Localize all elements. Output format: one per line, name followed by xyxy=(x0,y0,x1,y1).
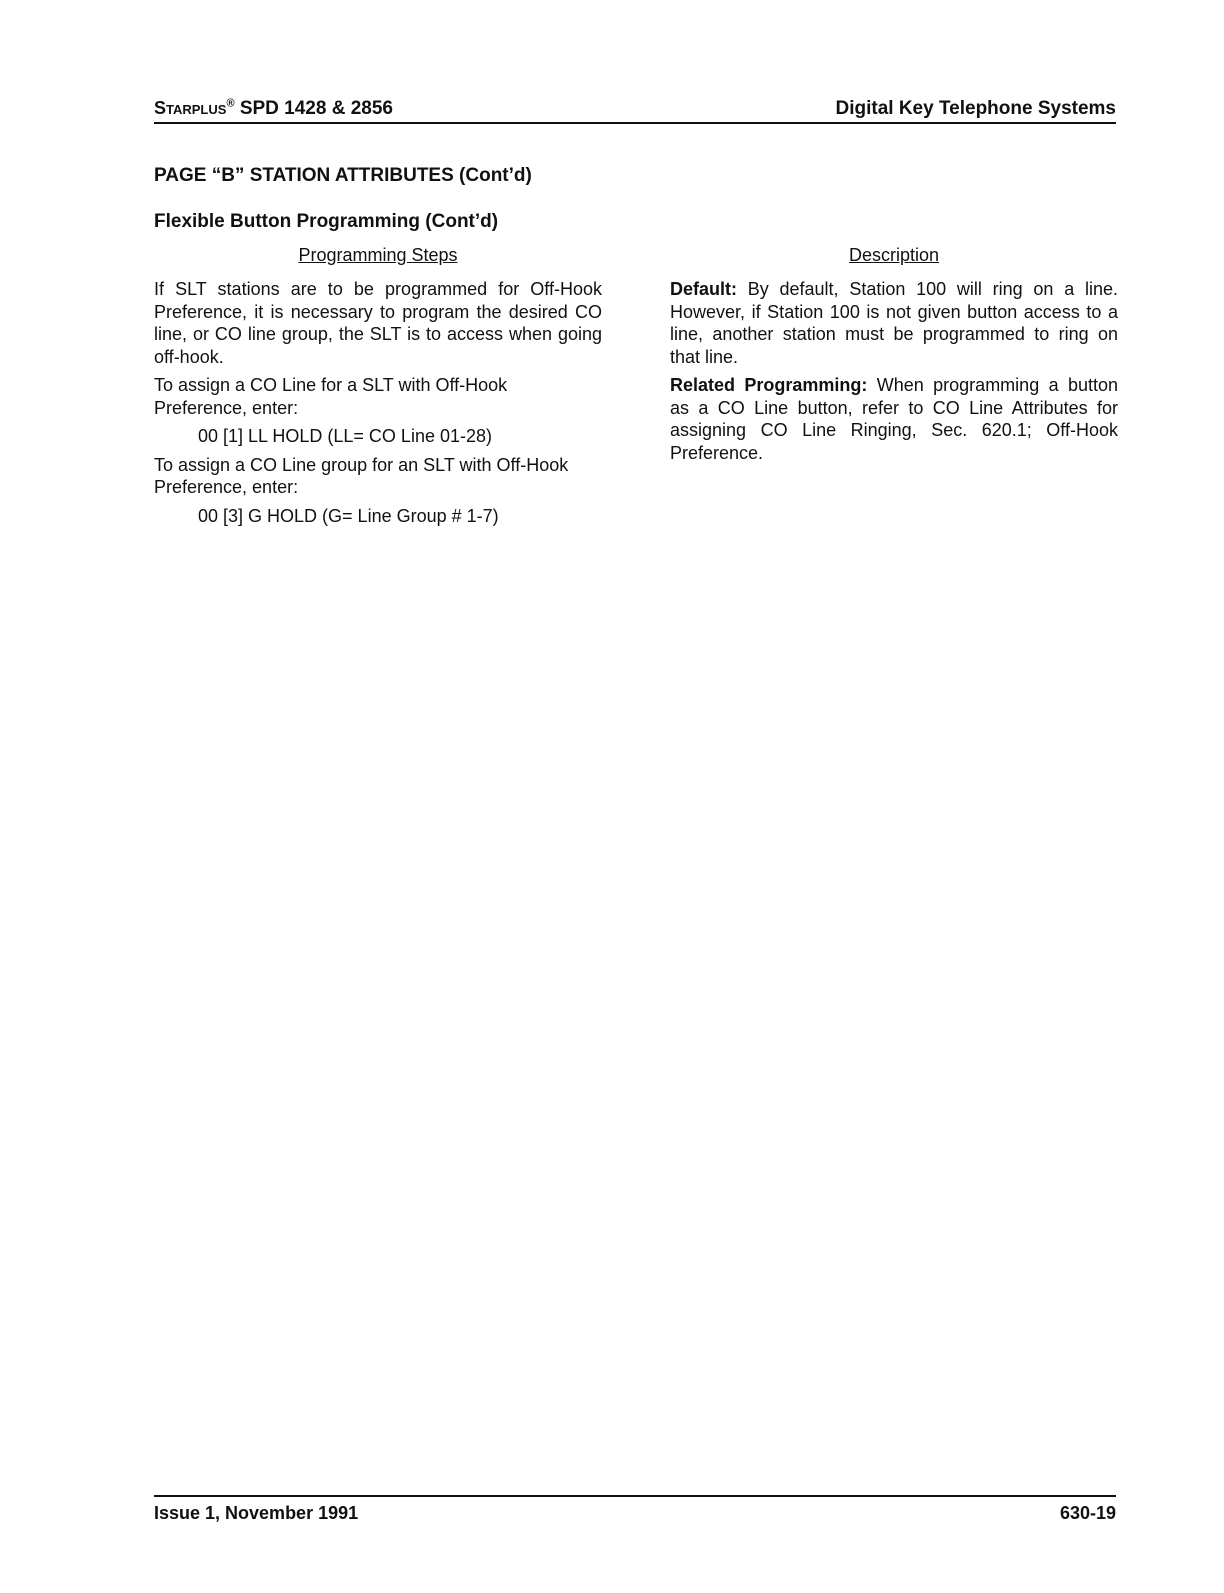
default-text: By default, Station 100 will ring on a line. However, if Station 100 is not given button access to a line, another station must be programmed to ring on that line. xyxy=(670,279,1118,367)
off-hook-intro-paragraph: If SLT stations are to be programmed for Off-Hook Preference, it is necessary to program the desired CO line, or CO line group, the SLT is to access when going off-hook. xyxy=(154,279,602,367)
subsection-title: Flexible Button Programming (Cont’d) xyxy=(154,211,499,232)
related-programming-text: When programming a button as a CO Line button, refer to CO Line Attributes for assigning CO Line Ringing, Sec. 620.1; Off-Hook Preference. xyxy=(670,375,1118,463)
programming-steps-heading: Programming Steps xyxy=(298,245,458,265)
related-programming-label: Related Programming: xyxy=(670,375,868,395)
header-document-type: Digital Key Telephone Systems xyxy=(835,98,1116,119)
programming-steps-column xyxy=(154,244,602,533)
header-product-name xyxy=(154,98,393,120)
assign-co-line-paragraph: To assign a CO Line for a SLT with Off-Hook Preference, enter: xyxy=(154,375,508,418)
description-column xyxy=(670,244,1118,470)
page-footer xyxy=(154,1495,1116,1527)
assign-co-line-command: 00 [1] LL HOLD (LL= CO Line 01-28) xyxy=(198,426,492,446)
assign-line-group-command: 00 [3] G HOLD (G= Line Group # 1-7) xyxy=(198,505,499,526)
header-model: SPD 1428 & 2856 xyxy=(234,98,393,119)
related-programming-paragraph xyxy=(670,374,1118,464)
footer-page-number: 630-19 xyxy=(1059,1503,1116,1523)
header-brand: Starplus xyxy=(154,98,227,118)
page-header xyxy=(154,96,1116,124)
footer-issue-date: Issue 1, November 1991 xyxy=(154,1503,359,1523)
description-heading: Description xyxy=(848,245,940,265)
default-label: Default: xyxy=(670,279,737,299)
registered-mark: ® xyxy=(226,97,235,110)
assign-line-group-paragraph: To assign a CO Line group for an SLT with Off-Hook Preference, enter: xyxy=(154,454,569,497)
default-paragraph xyxy=(670,278,1118,368)
section-title: PAGE “B” STATION ATTRIBUTES (Cont’d) xyxy=(154,165,532,186)
